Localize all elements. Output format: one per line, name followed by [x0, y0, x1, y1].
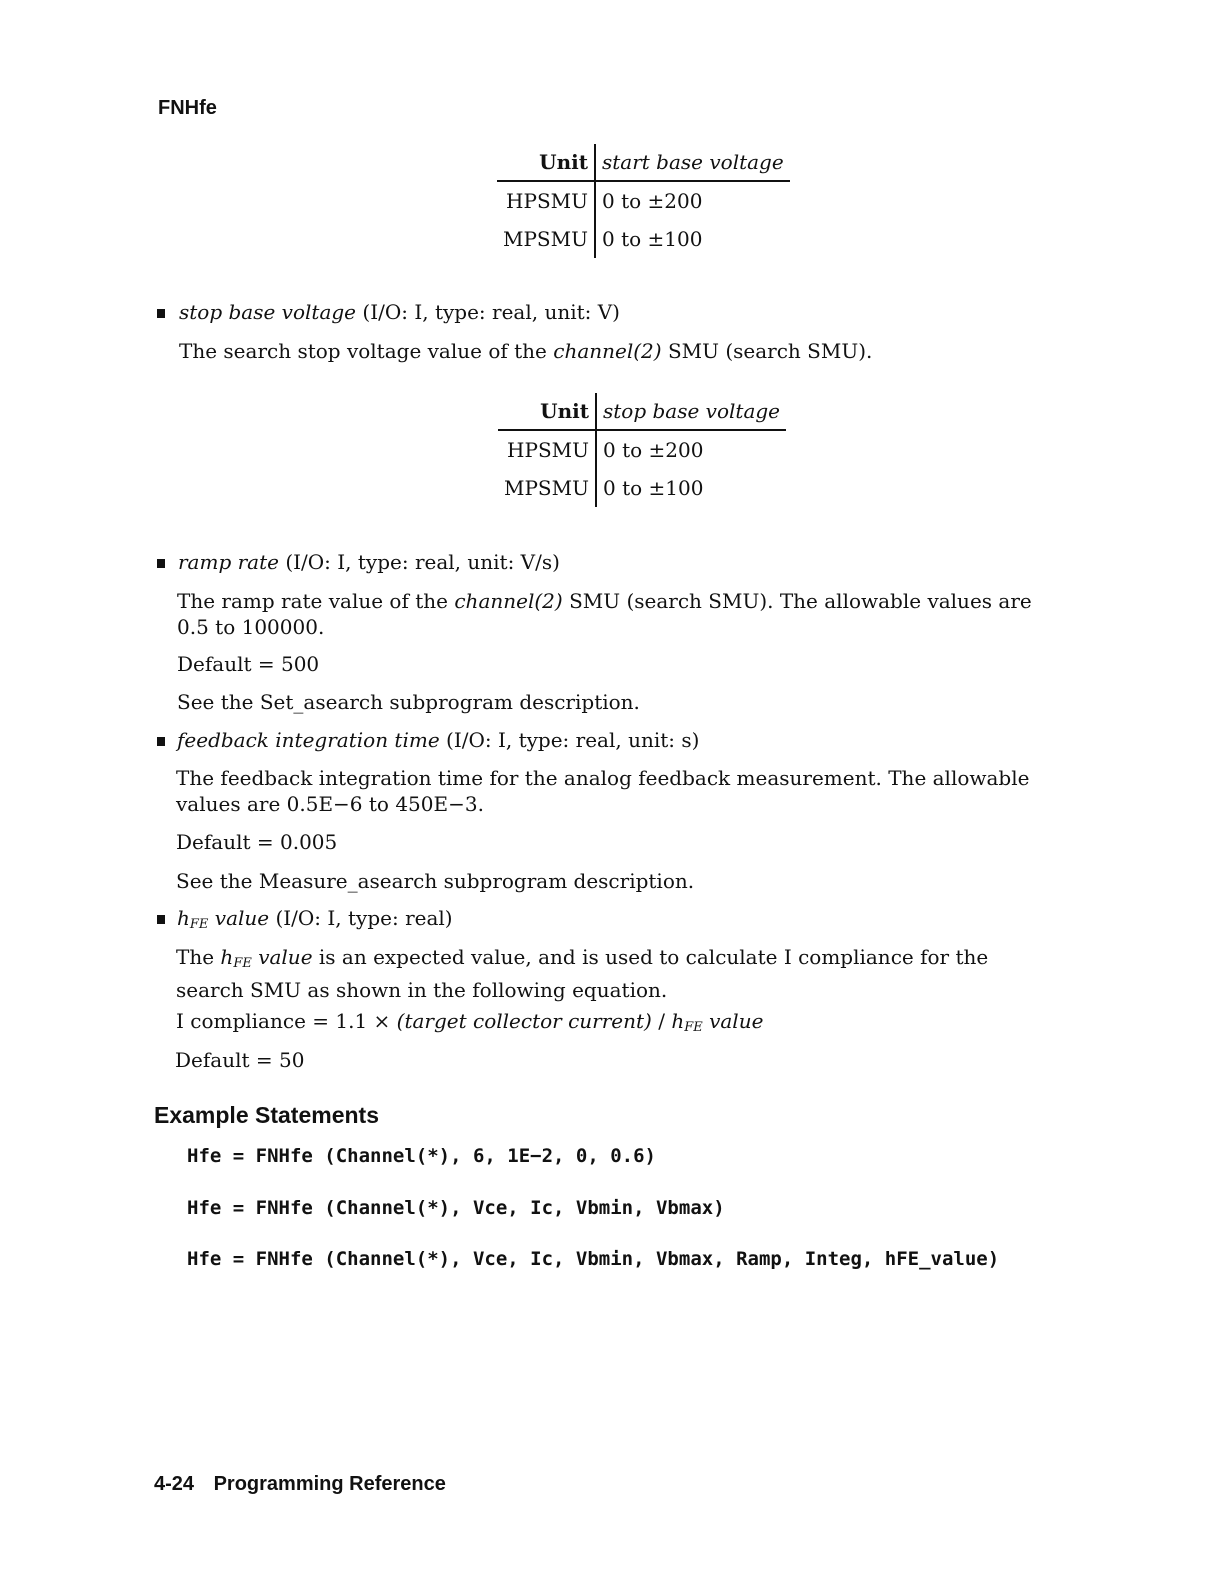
table-row: [498, 469, 786, 507]
value-cell: 0 to ±100: [601, 227, 703, 251]
table-header-row: [497, 144, 790, 181]
hfe-ref: $h_{FE}$ value: [671, 1009, 764, 1035]
channel-ref: channel(2): [553, 339, 662, 363]
default-value: Default = 0.005: [176, 830, 338, 854]
page-number: 4-24: [154, 1473, 195, 1495]
section-heading: Example Statements: [154, 1102, 379, 1128]
equation-operator: /: [658, 1009, 665, 1033]
equation-text: I compliance = 1.1 ×: [176, 1009, 391, 1033]
desc-text: SMU (search SMU).: [667, 339, 873, 363]
page-header: FNHfe: [158, 97, 217, 119]
bullet-icon: [157, 559, 165, 568]
table-row: [498, 430, 786, 469]
hfe-ref: $h_{FE}$ value: [220, 945, 313, 971]
desc-text: SMU (search SMU). The allowable values are 0.5 to 100000.: [177, 589, 1032, 639]
default-value: Default = 500: [177, 652, 320, 676]
equation-term: (target collector current): [396, 1009, 652, 1033]
value-cell: 0 to ±200: [601, 189, 703, 213]
table-header-row: [498, 393, 786, 430]
unit-cell: HPSMU: [498, 430, 596, 469]
param-name: $h_{FE}$ value: [177, 906, 270, 932]
param-spec: (I/O: I, type: real, unit: V/s): [285, 550, 560, 574]
param-description: [179, 338, 872, 364]
desc-text: The search stop voltage value of the: [179, 339, 547, 363]
param-stop-base-voltage: [179, 299, 620, 325]
param-name: stop base voltage: [179, 300, 357, 324]
param-feedback-integration-time: [177, 727, 699, 753]
param-ramp-rate: [178, 549, 560, 575]
param-description: The feedback integration time for the analog feedback measurement. The allowable values are 0.5E−6 to 450E−3.: [176, 766, 1030, 816]
see-also: See the Set_asearch subprogram description.: [177, 690, 640, 714]
unit-cell: MPSMU: [498, 469, 596, 507]
bullet-icon: [157, 915, 165, 924]
param-spec: (I/O: I, type: real, unit: V): [362, 300, 620, 324]
value-cell: 0 to ±200: [602, 438, 704, 462]
unit-cell: MPSMU: [497, 220, 595, 258]
param-spec: (I/O: I, type: real): [275, 906, 453, 930]
desc-text: The ramp rate value of the: [177, 589, 448, 613]
param-spec: (I/O: I, type: real, unit: s): [446, 728, 700, 752]
code-line: Hfe = FNHfe (Channel(*), 6, 1E−2, 0, 0.6): [187, 1145, 656, 1167]
column-header-value: stop base voltage: [596, 393, 786, 430]
value-cell: 0 to ±100: [602, 476, 704, 500]
start-base-voltage-table: [497, 144, 790, 258]
unit-cell: HPSMU: [497, 181, 595, 220]
code-line: Hfe = FNHfe (Channel(*), Vce, Ic, Vbmin, Vbmax): [187, 1197, 725, 1219]
param-name: feedback integration time: [177, 728, 440, 752]
page-footer: [154, 1473, 446, 1496]
table-row: [497, 220, 790, 258]
param-hfe-value: [177, 905, 453, 938]
bullet-icon: [157, 309, 165, 318]
column-header-unit: Unit: [497, 144, 595, 181]
bullet-icon: [157, 737, 165, 746]
stop-base-voltage-table: [498, 393, 786, 507]
see-also: See the Measure_asearch subprogram description.: [176, 869, 695, 893]
param-description: [177, 588, 1057, 640]
desc-text: is an expected value, and is used to calculate I compliance for the search SMU as shown in the following equation.: [176, 945, 989, 1002]
param-name: ramp rate: [178, 550, 279, 574]
code-line: Hfe = FNHfe (Channel(*), Vce, Ic, Vbmin, Vbmax, Ramp, Integ, hFE_value): [187, 1248, 1000, 1270]
channel-ref: channel(2): [454, 589, 563, 613]
column-header-value: start base voltage: [595, 144, 790, 181]
footer-title: Programming Reference: [213, 1473, 446, 1495]
param-description: [176, 944, 1036, 1003]
column-header-unit: Unit: [498, 393, 596, 430]
default-value: Default = 50: [175, 1048, 305, 1072]
compliance-equation: [176, 1008, 763, 1041]
desc-text: The: [176, 945, 215, 969]
table-row: [497, 181, 790, 220]
